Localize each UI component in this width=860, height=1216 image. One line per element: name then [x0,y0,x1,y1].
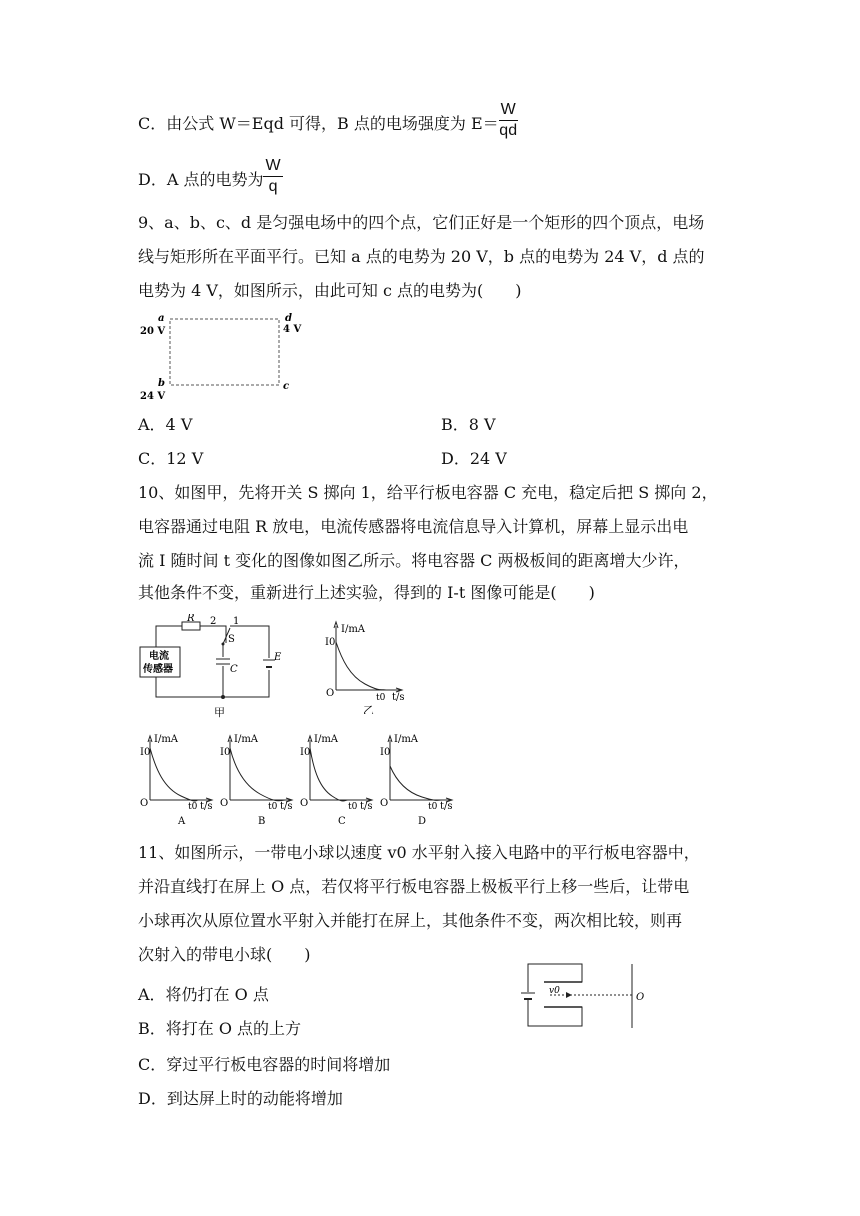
choice-graph-d [380,734,453,827]
x-label: t/s [360,801,373,812]
q11-stem-line-1: 11、如图所示，一带电小球以速度 v0 水平射入接入电路中的平行板电容器中， [138,843,700,862]
q8-option-d-fraction [263,156,282,197]
q10-stem-line-3: 流 I 随时间 t 变化的图像如图乙所示。将电容器 C 两极板间的距离增大少许， [138,551,690,570]
q11-stem-line-4: 次射入的带电小球( ) [138,945,311,964]
q9-option-c: C．12 V [138,449,204,468]
q11-option-b: B．将打在 O 点的上方 [138,1019,302,1038]
q10-stem-line-2: 电容器通过电阻 R 放电，电流传感器将电流信息导入计算机，屏幕上显示出电 [138,517,689,536]
choice-label: A [178,816,186,827]
caption-jia: 甲 [214,706,225,719]
fraction-denominator: qd [499,122,518,139]
axes [388,736,452,802]
sensor-label-2: 传感器 [143,664,173,675]
q8-option-d [138,157,283,197]
wire [156,626,182,647]
t0-label: t0 [188,802,198,812]
x-label: t/s [392,692,405,703]
q8-option-c [138,101,518,141]
q8-option-c-text: C．由公式 W＝Eqd 可得，B 点的电场强度为 E＝ [138,114,499,133]
q9-stem-line-3: 电势为 4 V，如图所示，由此可知 c 点的电势为( ) [138,281,522,300]
capacitor [216,659,230,664]
potential-a: 20 V [140,326,166,337]
y-label: I/mA [394,734,419,745]
curve [150,748,198,801]
dashed-rectangle [170,319,279,385]
label-2: 2 [210,616,217,627]
potential-d: 4 V [283,324,302,335]
decay-curve [336,642,386,690]
q9-rectangle-figure [138,310,308,405]
curve [390,766,442,800]
curve [230,748,286,801]
q9-stem-line-1: 9、a、b、c、d 是匀强电场中的四个点，它们正好是一个矩形的四个顶点，电场 [138,213,705,232]
choice-graph-b [220,734,293,827]
q9-stem-line-2: 线与矩形所在平面平行。已知 a 点的电势为 20 V，b 点的电势为 24 V，d 点的 [138,247,705,266]
label-c: C [230,664,238,675]
caption-yi: 乙 [363,704,374,714]
y-label: I/mA [234,734,259,745]
i0-label: I0 [325,637,336,648]
q9-option-d: D．24 V [441,449,507,468]
sensor-label-1: 电流 [149,651,169,662]
q11-stem-line-2: 并沿直线打在屏上 O 点，若仅将平行板电容器上极板平行上移一些后，让带电 [138,877,690,896]
y-label: I/mA [154,734,179,745]
x-label: t/s [280,801,293,812]
lower-plate-wire [528,1000,582,1026]
q8-option-c-fraction [499,100,518,141]
label-e: E [274,652,282,663]
label-d: d [285,313,292,324]
t0-label: t0 [348,802,358,812]
q9-option-b: B．8 V [441,415,496,434]
q11-capacitor-figure [516,960,666,1035]
q11-option-a: A．将仍打在 O 点 [138,985,269,1004]
i0-label: I0 [300,747,311,758]
label-r: R [187,614,195,624]
i0-label: I0 [220,747,231,758]
origin-label: O [220,798,229,809]
label-s: S [228,634,235,645]
i0-label: I0 [380,747,391,758]
q9-option-a: A．4 V [138,415,193,434]
t0-label: t0 [428,802,438,812]
axes [308,736,372,802]
x-label: t/s [200,801,213,812]
q11-option-c: C．穿过平行板电容器的时间将增加 [138,1055,391,1074]
o-label: O [636,992,645,1003]
origin-label: O [300,798,309,809]
choice-label: D [418,816,427,827]
y-label: I/mA [314,734,339,745]
arrow-icon [566,992,572,998]
q10-choice-graphs [136,730,476,830]
t0-label: t0 [376,693,386,703]
q11-option-d: D．到达屏上时的动能将增加 [138,1089,343,1108]
i0-label: I0 [140,747,151,758]
label-a: a [158,313,165,324]
q10-stem-line-1: 10、如图甲，先将开关 S 掷向 1，给平行板电容器 C 充电，稳定后把 S 掷向 2， [138,483,718,502]
choice-graph-c [300,734,373,827]
origin-label: O [140,798,149,809]
y-label: I/mA [341,624,366,635]
origin-label: O [326,688,335,699]
label-c: c [283,381,290,392]
fraction-numerator: W [499,100,518,121]
curve [310,748,348,801]
junction-dot [221,695,225,699]
x-label: t/s [440,801,453,812]
graph-yi [320,614,420,714]
choice-label: C [338,816,346,827]
label-b: b [158,378,165,389]
fraction-numerator: W [263,156,282,177]
t0-label: t0 [268,802,278,812]
switch-pivot [222,643,225,646]
q8-option-d-text: D．A 点的电势为 [138,170,264,189]
origin-label: O [380,798,389,809]
potential-b: 24 V [140,391,166,402]
choice-label: B [258,816,266,827]
choice-graph-a [140,734,213,827]
q10-stem-line-4: 其他条件不变，重新进行上述实验，得到的 I-t 图像可能是( ) [138,583,595,602]
wire [200,626,226,643]
circuit-diagram [134,614,304,724]
fraction-denominator: q [268,178,278,195]
q11-stem-line-3: 小球再次从原位置水平射入并能打在屏上，其他条件不变，两次相比较，则再 [138,911,683,930]
label-1: 1 [233,616,240,627]
wire [230,626,269,658]
v0-label: v0 [549,986,560,996]
